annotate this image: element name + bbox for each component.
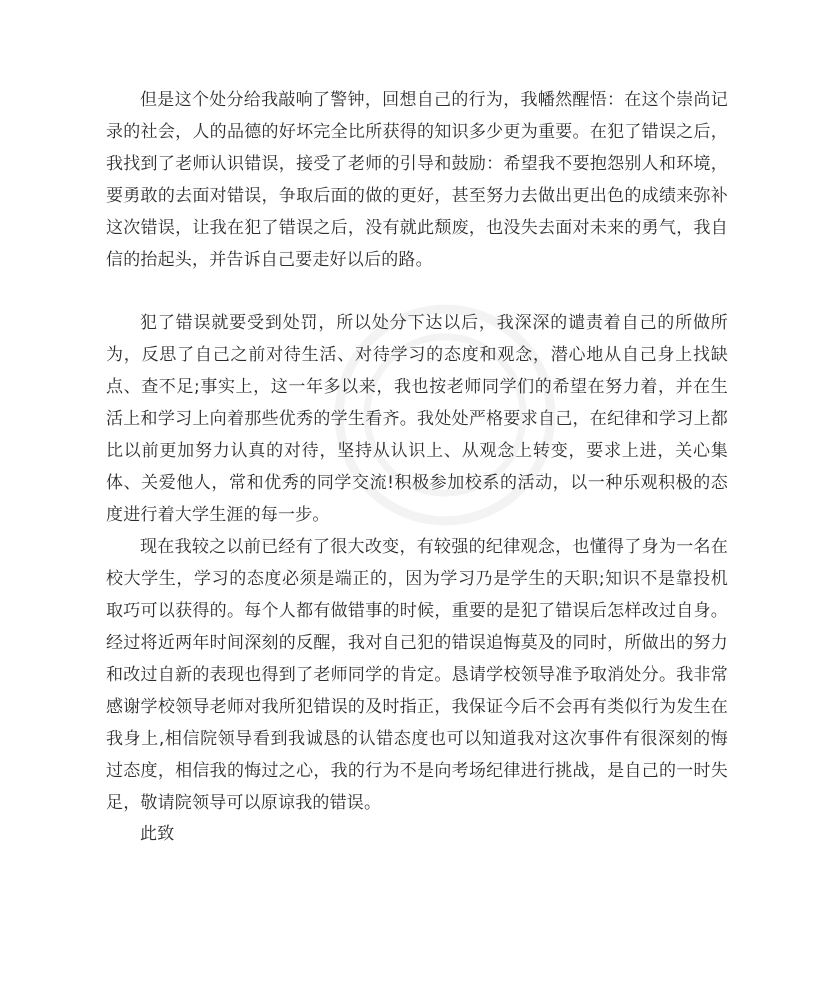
paragraph-2: 犯了错误就要受到处罚，所以处分下达以后，我深深的谴责着自己的所做所为，反思了自己之前对待生活、对待学习的态度和观念，潜心地从自己身上找缺点、查不足;事实上，这一年多以来，我也按老师同学们的希望在努力着，并在生活上和学习上向着那些优秀的学生看齐。我处处严格要求自己，在纪律和学习上都比以前更加努力认真的对待，坚持从认识上、从观念上转变，要求上进，关心集体、关爱他人，常和优秀的同学交流!积极参加校系的活动，以一种乐观积极的态度进行着大学生涯的每一步。 bbox=[106, 313, 728, 525]
paragraph-3: 现在我较之以前已经有了很大改变，有较强的纪律观念，也懂得了身为一名在校大学生，学习的态度必须是端正的，因为学习乃是学生的天职;知识不是靠投机取巧可以获得的。每个人都有做错事的时候，重要的是犯了错误后怎样改过自身。经过将近两年时间深刻的反醒，我对自己犯的错误追悔莫及的同时，所做出的努力和改过自新的表现也得到了老师同学的肯定。恳请学校领导准予取消处分。我非常感谢学校领导老师对我所犯错误的及时指正，我保证今后不会再有类似行为发生在我身上,相信院领导看到我诚恳的认错态度也可以知道我对这次事件有很深刻的悔过态度，相信我的悔过之心，我的行为不是向考场纪律进行挑战，是自己的一时失足，敬请院领导可以原谅我的错误。 bbox=[106, 537, 728, 813]
closing-salutation: 此致 bbox=[140, 824, 175, 844]
paragraph-1: 但是这个处分给我敲响了警钟，回想自己的行为，我幡然醒悟：在这个崇尚记录的社会，人的品德的好坏完全比所获得的知识多少更为重要。在犯了错误之后，我找到了老师认识错误，接受了老师的引导和鼓励：希望我不要抱怨别人和环境，要勇敢的去面对错误，争取后面的做的更好，甚至努力去做出更出色的成绩来弥补这次错误，让我在犯了错误之后，没有就此颓废，也没失去面对未来的勇气，我自信的抬起头，并告诉自己要走好以后的路。 bbox=[106, 90, 728, 270]
